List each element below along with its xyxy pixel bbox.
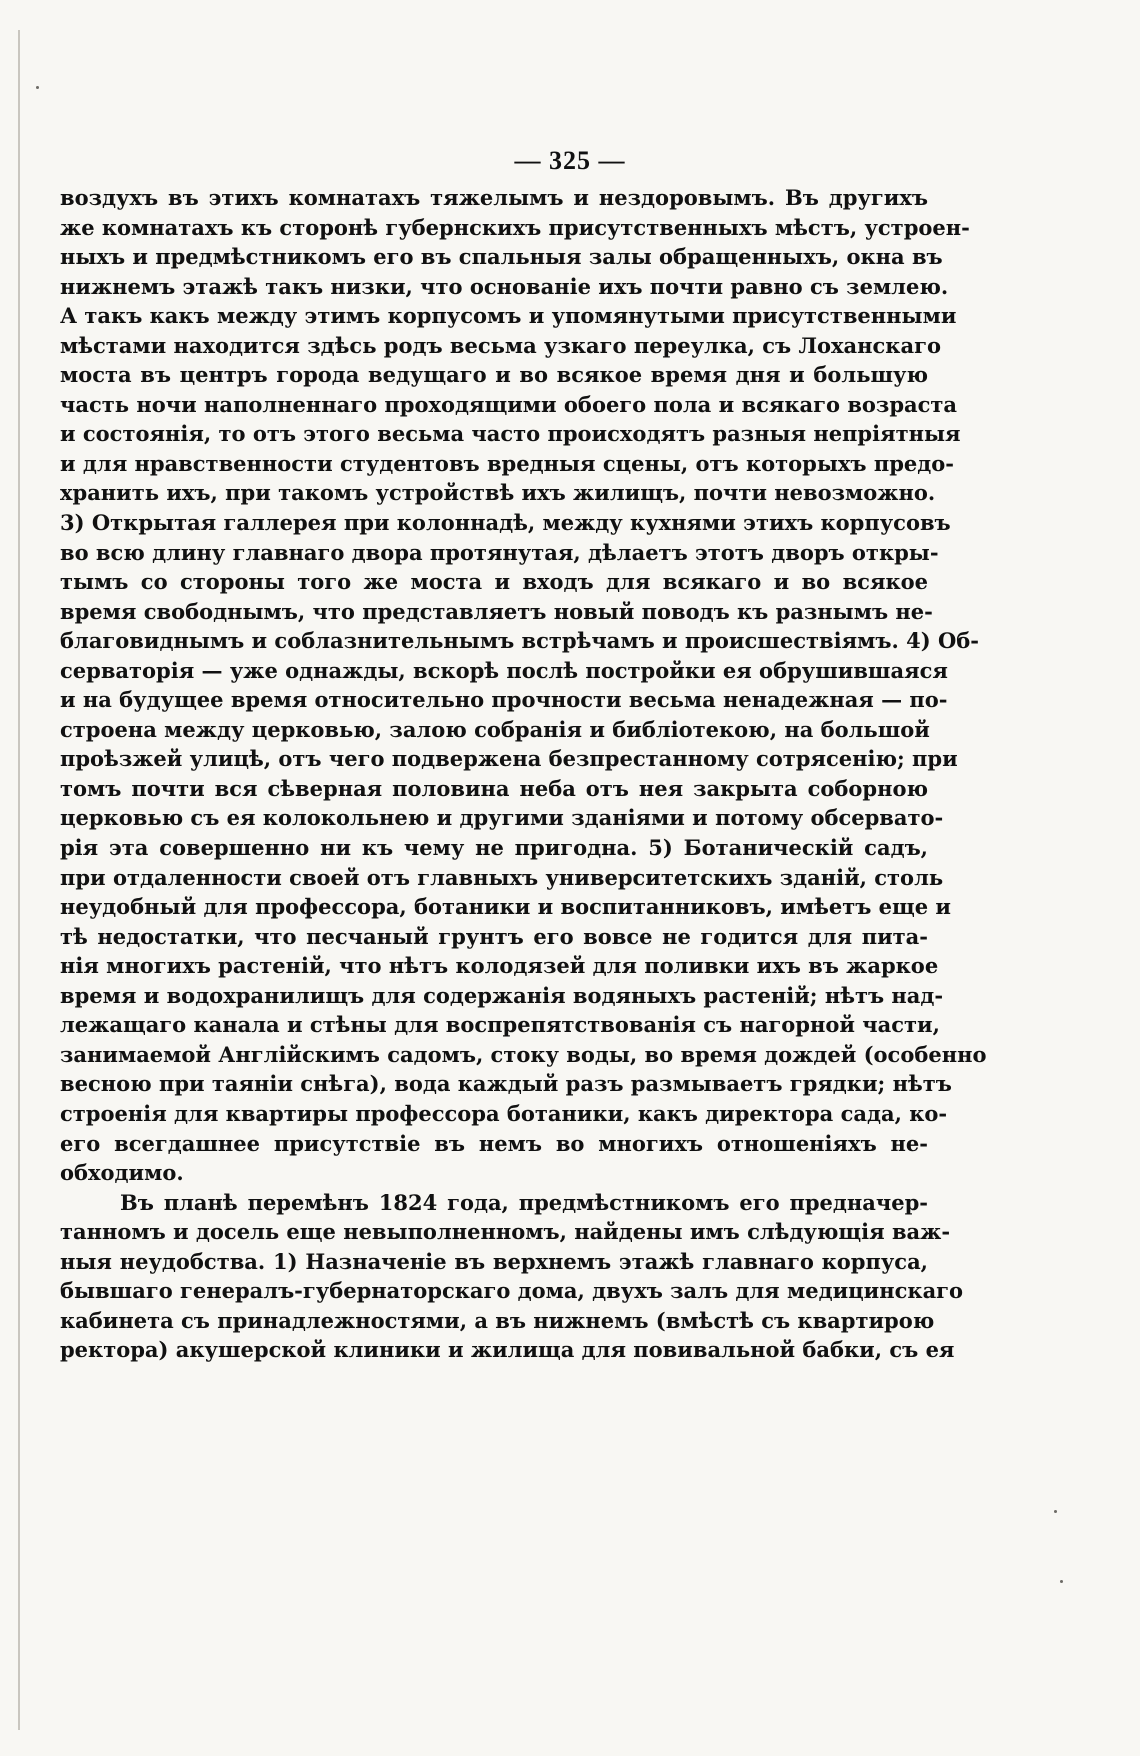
- text-line: хранить ихъ, при такомъ устройствѣ ихъ жилищъ, почти невозможно.: [60, 480, 936, 506]
- text-line: и для нравственности студентовъ вредныя сцены, отъ которыхъ предо-: [60, 450, 954, 476]
- text-line: нижнемъ этажѣ такъ низки, что основаніе ихъ почти равно съ землею.: [60, 273, 949, 299]
- text-line: при отдаленности своей отъ главныхъ университетскихъ зданій, столь: [60, 864, 944, 890]
- page-number: — 325 —: [514, 146, 626, 175]
- text-line: кабинета съ принадлежностями, а въ нижнемъ (вмѣстѣ съ квартирою: [60, 1307, 935, 1333]
- text-line: и состоянія, то отъ этого весьма часто происходятъ разныя непріятныя: [60, 421, 961, 447]
- text-line: время свободнымъ, что представляетъ новый поводъ къ разнымъ не-: [60, 598, 933, 624]
- body-text: [60, 183, 987, 1365]
- text-line: тѣ недостатки, что песчаный грунтъ его вовсе не годится для пита-: [60, 923, 928, 949]
- text-line: во всю длину главнаго двора протянутая, дѣлаетъ этотъ дворъ откры-: [60, 539, 939, 565]
- paragraph: [60, 183, 987, 1188]
- text-line: нія многихъ растеній, что нѣтъ колодязей для поливки ихъ въ жаркое: [60, 953, 939, 979]
- text-line: Въ планѣ перемѣнъ 1824 года, предмѣстникомъ его предначер-: [120, 1189, 928, 1215]
- text-line: тымъ со стороны того же моста и входъ для всякаго и во всякое: [60, 569, 928, 595]
- text-line: томъ почти вся сѣверная половина неба отъ нея закрыта соборною: [60, 775, 928, 801]
- text-line: церковью съ ея колокольнею и другими зданіями и потому обсервато-: [60, 805, 944, 831]
- text-line: танномъ и досель еще невыполненномъ, найдены имъ слѣдующія важ-: [60, 1219, 951, 1245]
- text-line: обходимо.: [60, 1160, 184, 1186]
- text-line: 3) Открытая галлерея при колоннадѣ, между кухнями этихъ корпусовъ: [60, 510, 951, 536]
- text-line: занимаемой Англійскимъ садомъ, стоку воды, во время дождей (особенно: [60, 1041, 987, 1067]
- text-line: лежащаго канала и стѣны для воспрепятствованія съ нагорной части,: [60, 1012, 940, 1038]
- text-line: бывшаго генералъ-губернаторскаго дома, двухъ залъ для медицинскаго: [60, 1278, 964, 1304]
- text-line: ныя неудобства. 1) Назначеніе въ верхнемъ этажѣ главнаго корпуса,: [60, 1248, 928, 1274]
- text-line: строена между церковью, залою собранія и библіотекою, на большой: [60, 716, 930, 742]
- text-line: серваторія — уже однажды, вскорѣ послѣ постройки ея обрушившаяся: [60, 657, 948, 683]
- text-line: моста въ центръ города ведущаго и во всякое время дня и большую: [60, 362, 928, 388]
- text-line: рія эта совершенно ни къ чему не пригодна. 5) Ботаническій садъ,: [60, 835, 928, 861]
- text-line: неудобный для профессора, ботаники и воспитанниковъ, имѣетъ еще и: [60, 894, 951, 920]
- paragraph: [60, 1188, 964, 1365]
- text-line: А такъ какъ между этимъ корпусомъ и упомянутыми присутственными: [60, 303, 957, 329]
- text-line: ныхъ и предмѣстникомъ его въ спальныя залы обращенныхъ, окна въ: [60, 244, 943, 270]
- text-line: строенія для квартиры профессора ботаники, какъ директора сада, ко-: [60, 1100, 948, 1126]
- text-line: его всегдашнее присутствіе въ немъ во многихъ отношеніяхъ не-: [60, 1130, 928, 1156]
- text-line: проѣзжей улицѣ, отъ чего подвержена безпрестанному сотрясенію; при: [60, 746, 958, 772]
- text-line: и на будущее время относительно прочности весьма ненадежная — по-: [60, 687, 948, 713]
- scan-speck: [36, 86, 39, 89]
- text-line: благовиднымъ и соблазнительнымъ встрѣчамъ и происшествіямъ. 4) Об-: [60, 628, 979, 654]
- binding-edge: [18, 30, 20, 1730]
- scan-speck: [1060, 1580, 1063, 1583]
- text-line: же комнатахъ къ сторонѣ губернскихъ присутственныхъ мѣстъ, устроен-: [60, 214, 970, 240]
- text-line: время и водохранилищъ для содержанія водяныхъ растеній; нѣтъ над-: [60, 982, 944, 1008]
- text-line: часть ночи наполненнаго проходящими обоего пола и всякаго возраста: [60, 391, 958, 417]
- text-line: весною при таяніи снѣга), вода каждый разъ размываетъ грядки; нѣтъ: [60, 1071, 952, 1097]
- scan-speck: [1054, 1510, 1057, 1513]
- text-line: ректора) акушерской клиники и жилища для повивальной бабки, съ ея: [60, 1337, 955, 1363]
- text-line: мѣстами находится здѣсь родъ весьма узкаго переулка, съ Лоханскаго: [60, 332, 941, 358]
- text-line: воздухъ въ этихъ комнатахъ тяжелымъ и нездоровымъ. Въ другихъ: [60, 185, 928, 210]
